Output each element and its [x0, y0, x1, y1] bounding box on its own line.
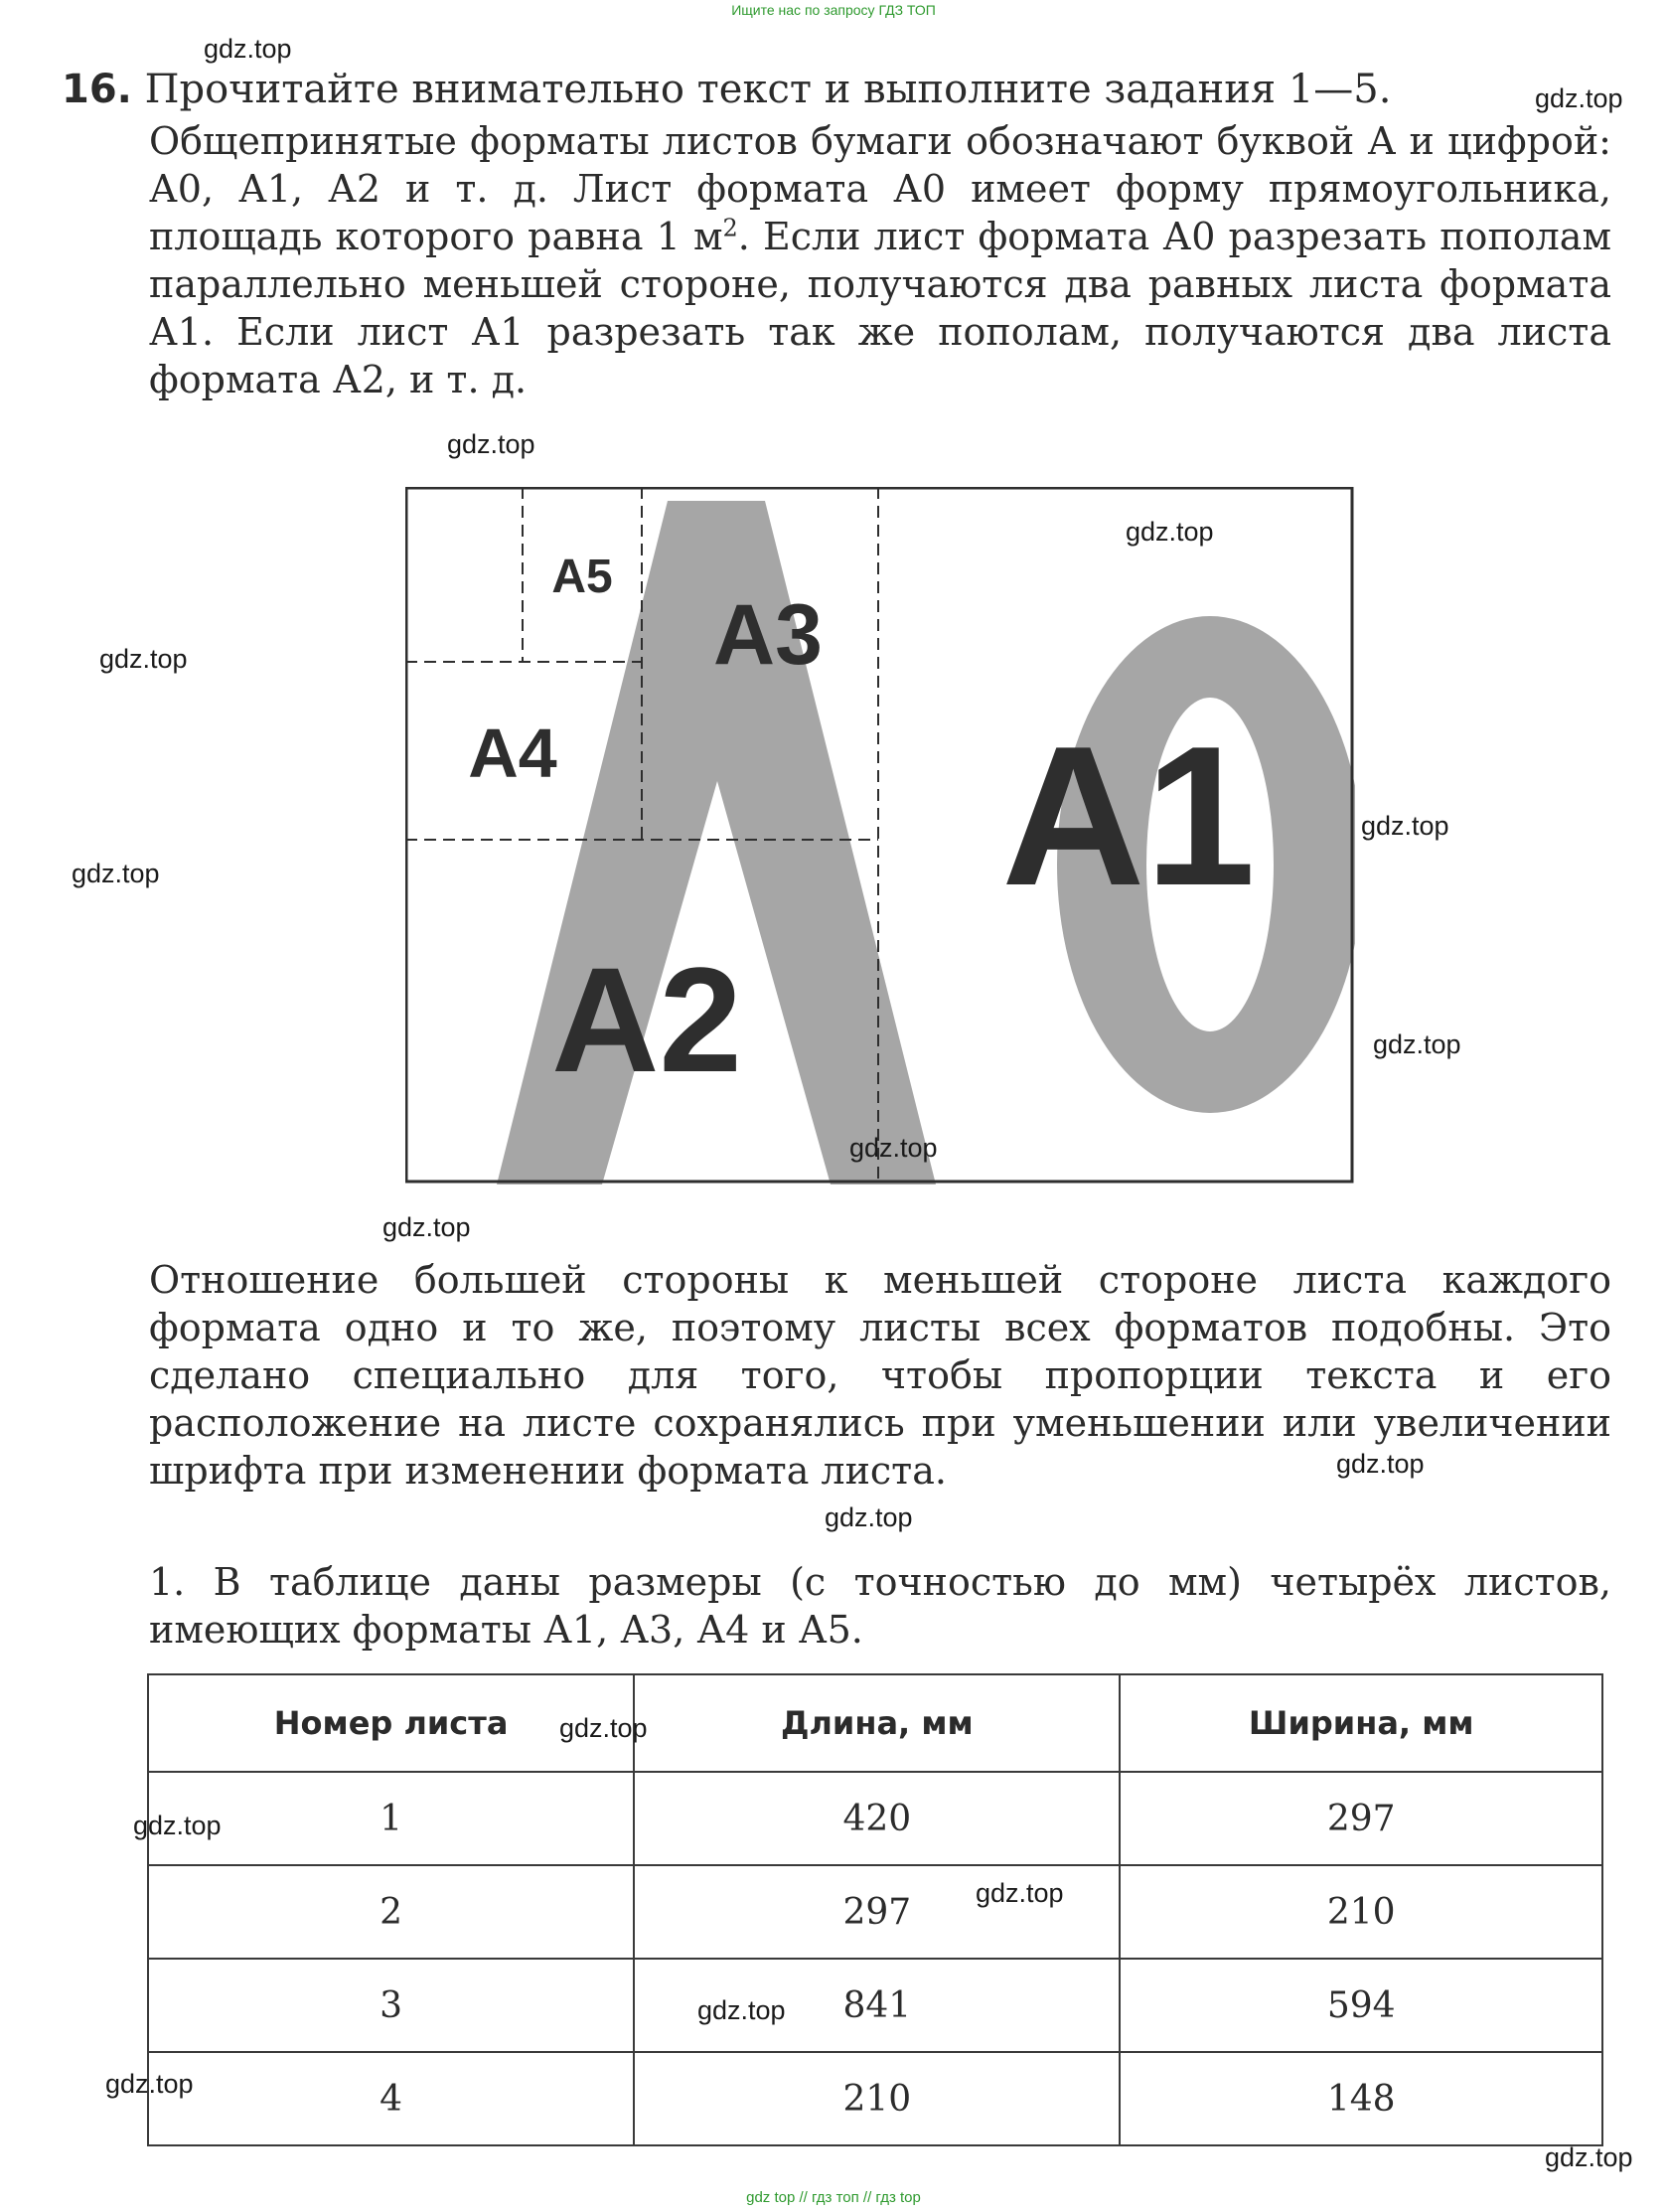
- watermark: gdz.top: [849, 1133, 938, 1163]
- top-banner[interactable]: Ищите нас по запросу ГДЗ ТОП: [731, 2, 936, 18]
- cell-width: 594: [1120, 1959, 1602, 2052]
- header-width: Ширина, мм: [1120, 1674, 1602, 1772]
- cell-number: 3: [148, 1959, 634, 2052]
- proportion-paragraph: Отношение большей стороны к меньшей стороне листа каждого формата одно и то же, поэтому листы всех форматов подобны. Это сделано специально для того, чтобы пропорции текста и его расположение на листе сохранялись при уменьшении или увеличении шрифта при изменении формата листа.: [149, 1258, 1611, 1493]
- watermark: gdz.top: [559, 1713, 648, 1743]
- intro-text-a: Общепринятые форматы листов бумаги обозначают буквой А и цифрой: А0, А1, А2 и т. д. Лист формата А0 имеет форму прямоугольника, площадь которого равна 1 м: [149, 119, 1611, 258]
- label-a2: A2: [551, 936, 742, 1103]
- cell-width: 297: [1120, 1772, 1602, 1865]
- paper-format-diagram: [405, 487, 1355, 1185]
- cell-length: 210: [634, 2052, 1120, 2145]
- cell-number: 2: [148, 1865, 634, 1959]
- cell-number: 1: [148, 1772, 634, 1865]
- watermark: gdz.top: [1373, 1029, 1461, 1059]
- cell-number: 4: [148, 2052, 634, 2145]
- intro-text-b: . Если лист формата А0 разрезать пополам параллельно меньшей стороне, получаются два равных листа формата А1. Если лист А1 разрезать так же пополам, получаются два листа формата А2, и т. д.: [149, 215, 1611, 401]
- watermark: gdz.top: [825, 1502, 913, 1532]
- watermark: gdz.top: [382, 1212, 471, 1242]
- watermark: gdz.top: [204, 34, 292, 64]
- cell-length: 420: [634, 1772, 1120, 1865]
- task-title: Прочитайте внимательно текст и выполните задания 1—5.: [144, 67, 1392, 112]
- task-heading: [62, 66, 1611, 113]
- table-row: [148, 1865, 1602, 1959]
- intro-superscript: 2: [722, 214, 738, 242]
- sheet-sizes-table: [147, 1673, 1603, 2146]
- task-number: 16.: [62, 67, 132, 112]
- header-sheet-number: Номер листа: [148, 1674, 634, 1772]
- question-1: 1. В таблице даны размеры (с точностью до мм) четырёх листов, имеющих форматы А1, А3, А4 и А5.: [149, 1560, 1611, 1652]
- table-row: [148, 1959, 1602, 2052]
- watermark: gdz.top: [697, 1995, 786, 2025]
- watermark: gdz.top: [1336, 1449, 1425, 1479]
- label-a5: A5: [551, 551, 613, 603]
- cell-width: 210: [1120, 1865, 1602, 1959]
- table-row: [148, 2052, 1602, 2145]
- table-row: [148, 1772, 1602, 1865]
- watermark: gdz.top: [1545, 2142, 1633, 2172]
- watermark: gdz.top: [72, 859, 160, 888]
- bottom-banner[interactable]: gdz top // гдз топ // гдз top: [746, 2189, 921, 2206]
- header-length: Длина, мм: [634, 1674, 1120, 1772]
- cell-width: 148: [1120, 2052, 1602, 2145]
- intro-paragraph: [149, 117, 1611, 403]
- label-a4: A4: [468, 714, 557, 792]
- table-header-row: [148, 1674, 1602, 1772]
- label-a3: A3: [713, 587, 823, 683]
- watermark: gdz.top: [105, 2069, 194, 2099]
- watermark: gdz.top: [976, 1878, 1064, 1908]
- label-a1: A1: [1001, 706, 1256, 927]
- watermark: gdz.top: [1535, 83, 1623, 113]
- watermark: gdz.top: [133, 1811, 222, 1840]
- watermark: gdz.top: [1361, 811, 1449, 841]
- watermark: gdz.top: [447, 429, 535, 459]
- cell-length: 297: [634, 1865, 1120, 1959]
- watermark: gdz.top: [99, 644, 188, 674]
- watermark: gdz.top: [1126, 517, 1214, 547]
- cell-length: 841: [634, 1959, 1120, 2052]
